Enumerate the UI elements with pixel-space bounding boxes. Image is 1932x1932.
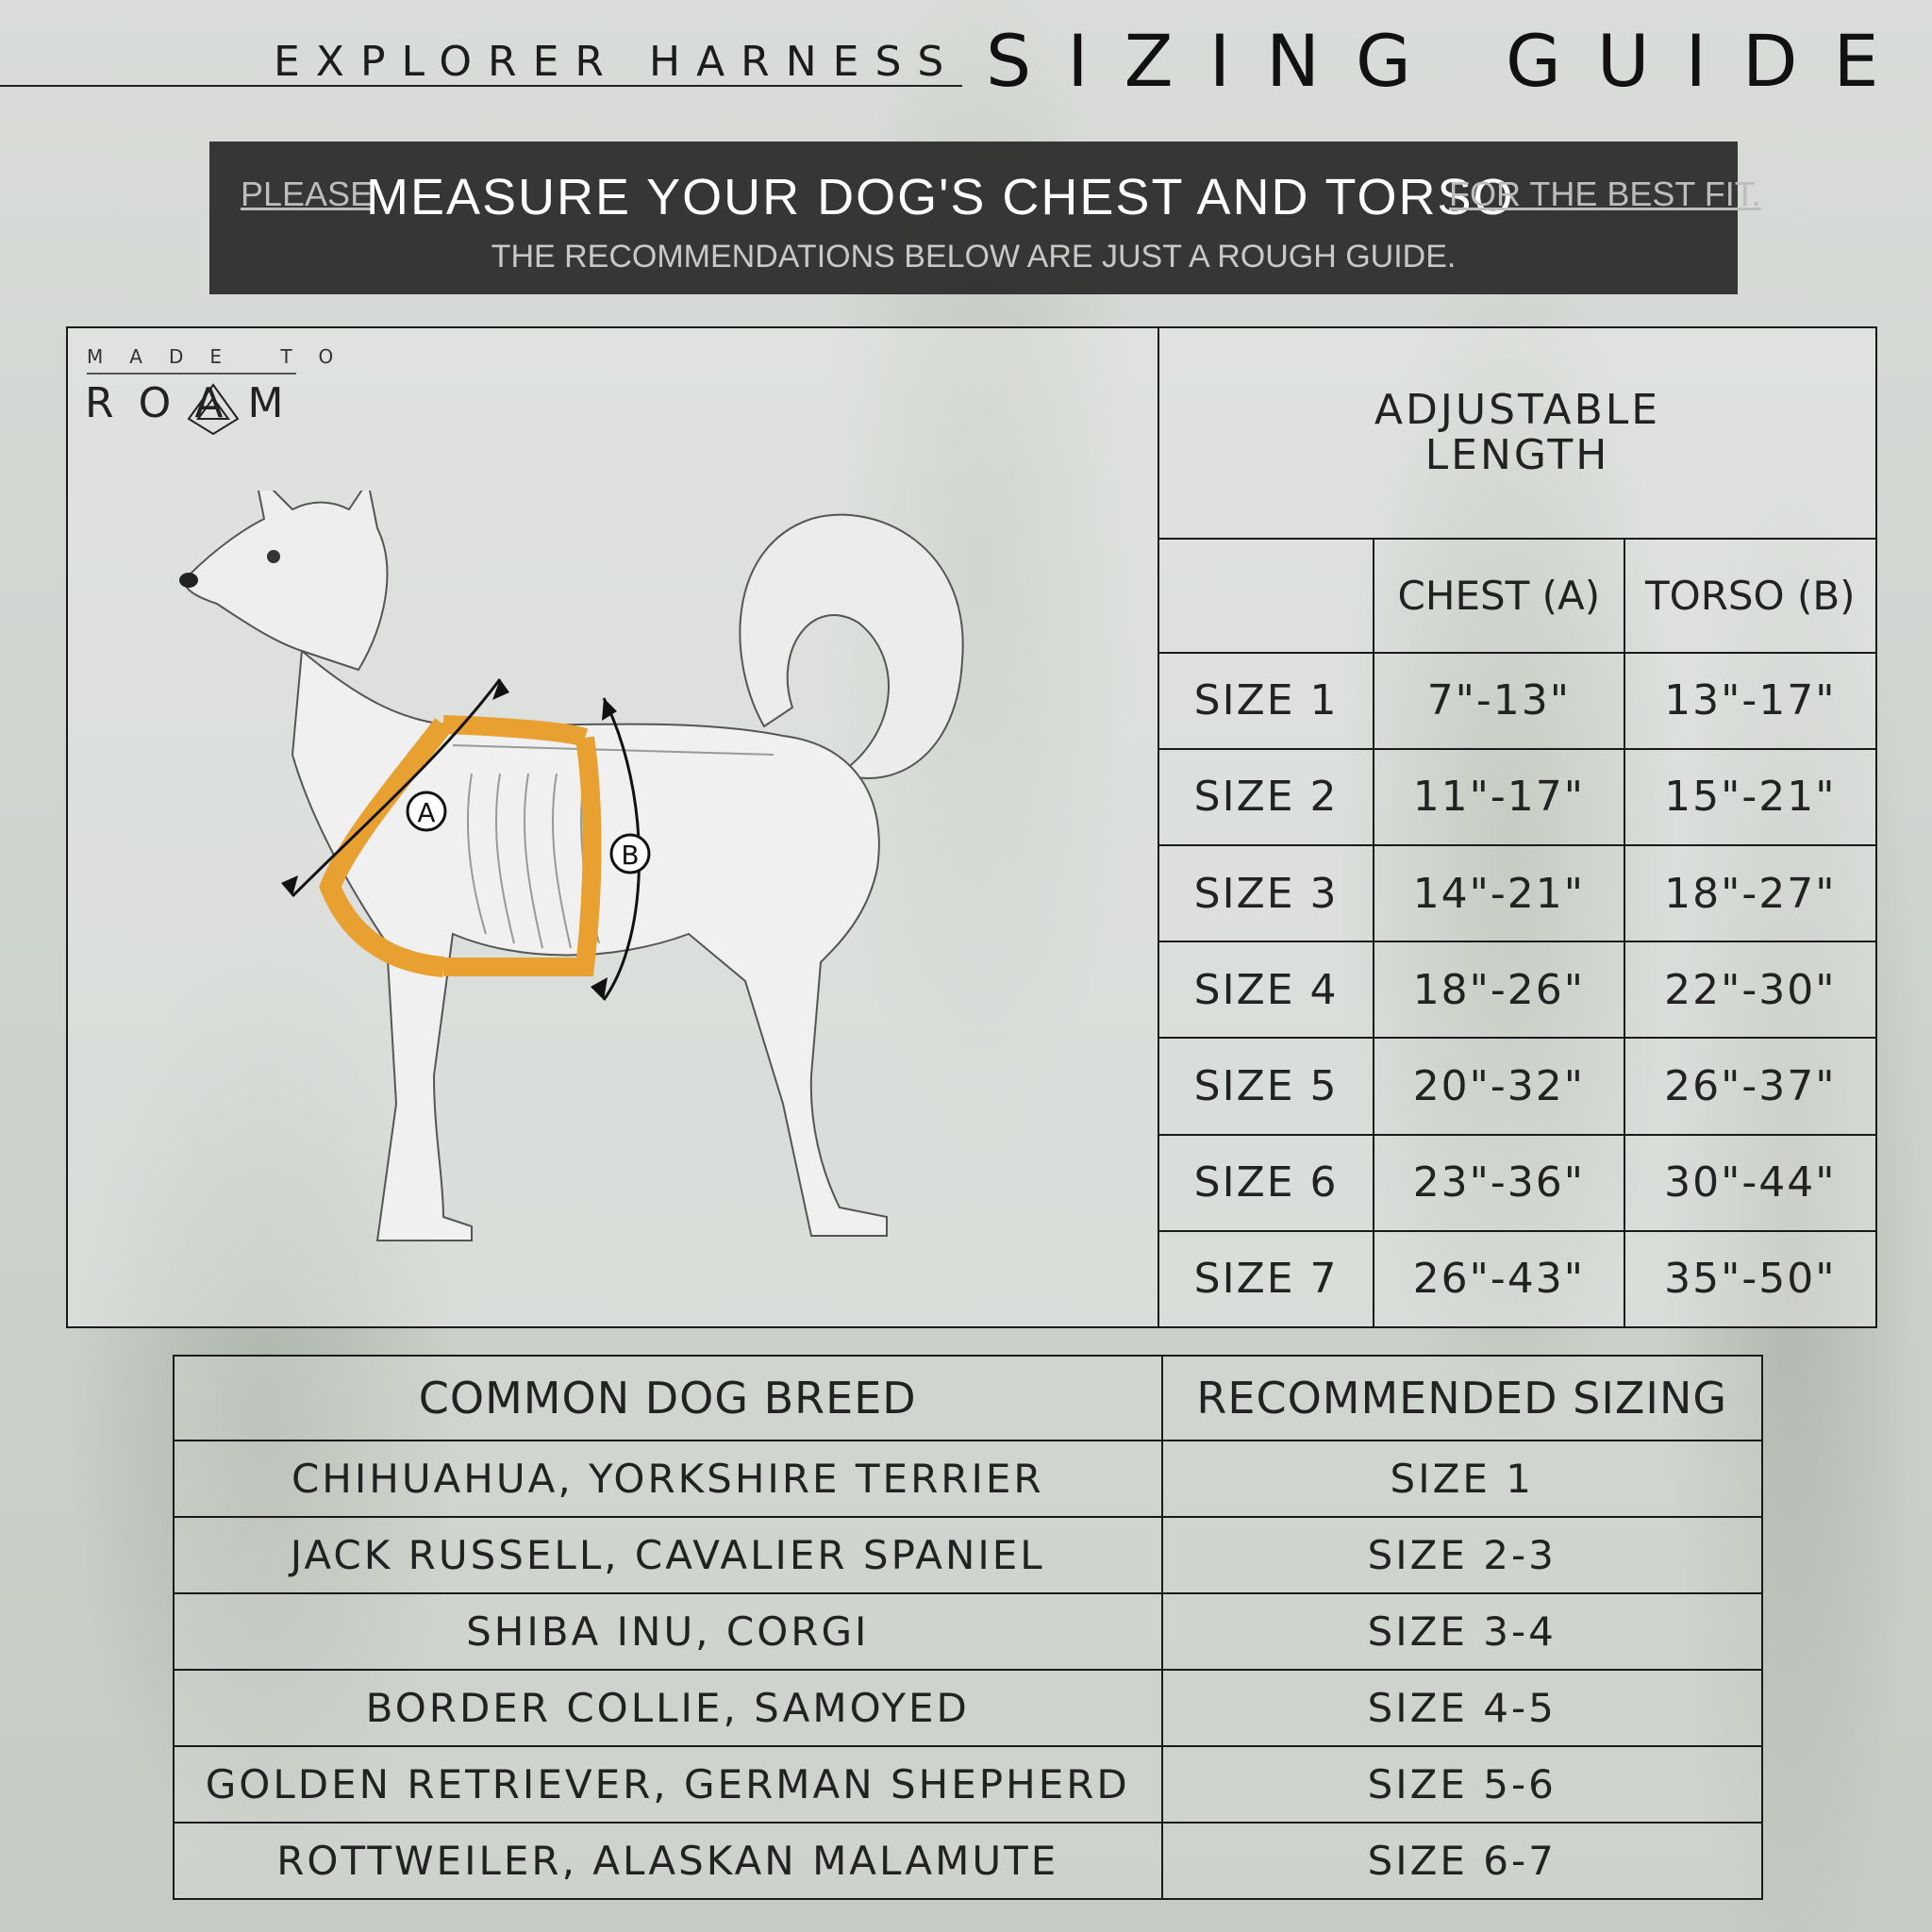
size-row (1158, 1038, 1876, 1134)
banner-fit-text: FOR THE BEST FIT. (1449, 175, 1761, 213)
chest-range: 18"-26" (1374, 941, 1624, 1038)
breed-name: BORDER COLLIE, SAMOYED (174, 1670, 1162, 1746)
size-row (1158, 1231, 1876, 1327)
size-column-header (1158, 539, 1374, 652)
breed-row (174, 1441, 1762, 1517)
dog-nose (179, 573, 198, 588)
page-title: SIZING GUIDE (986, 19, 1915, 103)
size-label: SIZE 2 (1158, 749, 1374, 845)
recommended-size: SIZE 2-3 (1162, 1517, 1763, 1593)
recommended-size: SIZE 6-7 (1162, 1823, 1763, 1899)
chest-range: 14"-21" (1374, 845, 1624, 941)
adjustable-length-heading (1158, 327, 1876, 539)
torso-range: 35"-50" (1624, 1231, 1876, 1327)
breed-name: CHIHUAHUA, YORKSHIRE TERRIER (174, 1441, 1162, 1517)
breed-name: GOLDEN RETRIEVER, GERMAN SHEPHERD (174, 1746, 1162, 1823)
product-name: EXPLORER HARNESS (274, 38, 960, 86)
brand-logo: ROAM (85, 379, 308, 427)
breed-column-header: COMMON DOG BREED (174, 1356, 1162, 1441)
torso-range: 15"-21" (1624, 749, 1876, 845)
chest-range: 23"-36" (1374, 1135, 1624, 1231)
torso-range: 18"-27" (1624, 845, 1876, 941)
recommended-size: SIZE 4-5 (1162, 1670, 1763, 1746)
breed-row (174, 1746, 1762, 1823)
breed-name: JACK RUSSELL, CAVALIER SPANIEL (174, 1517, 1162, 1593)
breed-name: ROTTWEILER, ALASKAN MALAMUTE (174, 1823, 1162, 1899)
recommended-size-column-header: RECOMMENDED SIZING (1162, 1356, 1763, 1441)
breed-row (174, 1670, 1762, 1746)
breed-name: SHIBA INU, CORGI (174, 1593, 1162, 1670)
breed-row (174, 1593, 1762, 1670)
breed-table (173, 1355, 1763, 1900)
recommended-size: SIZE 1 (1162, 1441, 1763, 1517)
breed-row (174, 1517, 1762, 1593)
size-row (1158, 1135, 1876, 1231)
dog-harness-illustration (160, 491, 1028, 1245)
recommended-size: SIZE 5-6 (1162, 1746, 1763, 1823)
torso-range: 26"-37" (1624, 1038, 1876, 1134)
size-label: SIZE 6 (1158, 1135, 1374, 1231)
chest-range: 26"-43" (1374, 1231, 1624, 1327)
chest-range: 20"-32" (1374, 1038, 1624, 1134)
torso-range: 22"-30" (1624, 941, 1876, 1038)
torso-range: 30"-44" (1624, 1135, 1876, 1231)
size-label: SIZE 1 (1158, 653, 1374, 749)
adjustable-length-text: ADJUSTABLE LENGTH (1374, 386, 1661, 480)
chest-range: 11"-17" (1374, 749, 1624, 845)
size-row (1158, 845, 1876, 941)
torso-column-header: TORSO (B) (1624, 539, 1876, 652)
dog-head (185, 491, 387, 670)
size-label: SIZE 7 (1158, 1231, 1374, 1327)
logo-divider (87, 373, 296, 375)
banner-main-text: MEASURE YOUR DOG'S CHEST AND TORSO (366, 169, 1515, 225)
chest-range: 7"-13" (1374, 653, 1624, 749)
logo-diamond-icon (185, 381, 242, 438)
size-label: SIZE 4 (1158, 941, 1374, 1038)
recommended-size: SIZE 3-4 (1162, 1593, 1763, 1670)
banner-please-text: PLEASE (241, 175, 374, 213)
size-label: SIZE 5 (1158, 1038, 1374, 1134)
label-b: B (621, 840, 640, 871)
chest-column-header: CHEST (A) (1374, 539, 1624, 652)
size-row (1158, 653, 1876, 749)
size-label: SIZE 3 (1158, 845, 1374, 941)
size-table (1158, 326, 1877, 1328)
size-row (1158, 941, 1876, 1038)
banner-subtext: THE RECOMMENDATIONS BELOW ARE JUST A ROUGH GUIDE. (491, 239, 1457, 275)
label-a: A (417, 797, 436, 828)
logo-tagline: MADE TO (87, 345, 360, 368)
size-row (1158, 749, 1876, 845)
breed-row (174, 1823, 1762, 1899)
torso-range: 13"-17" (1624, 653, 1876, 749)
dog-eye (267, 550, 280, 563)
